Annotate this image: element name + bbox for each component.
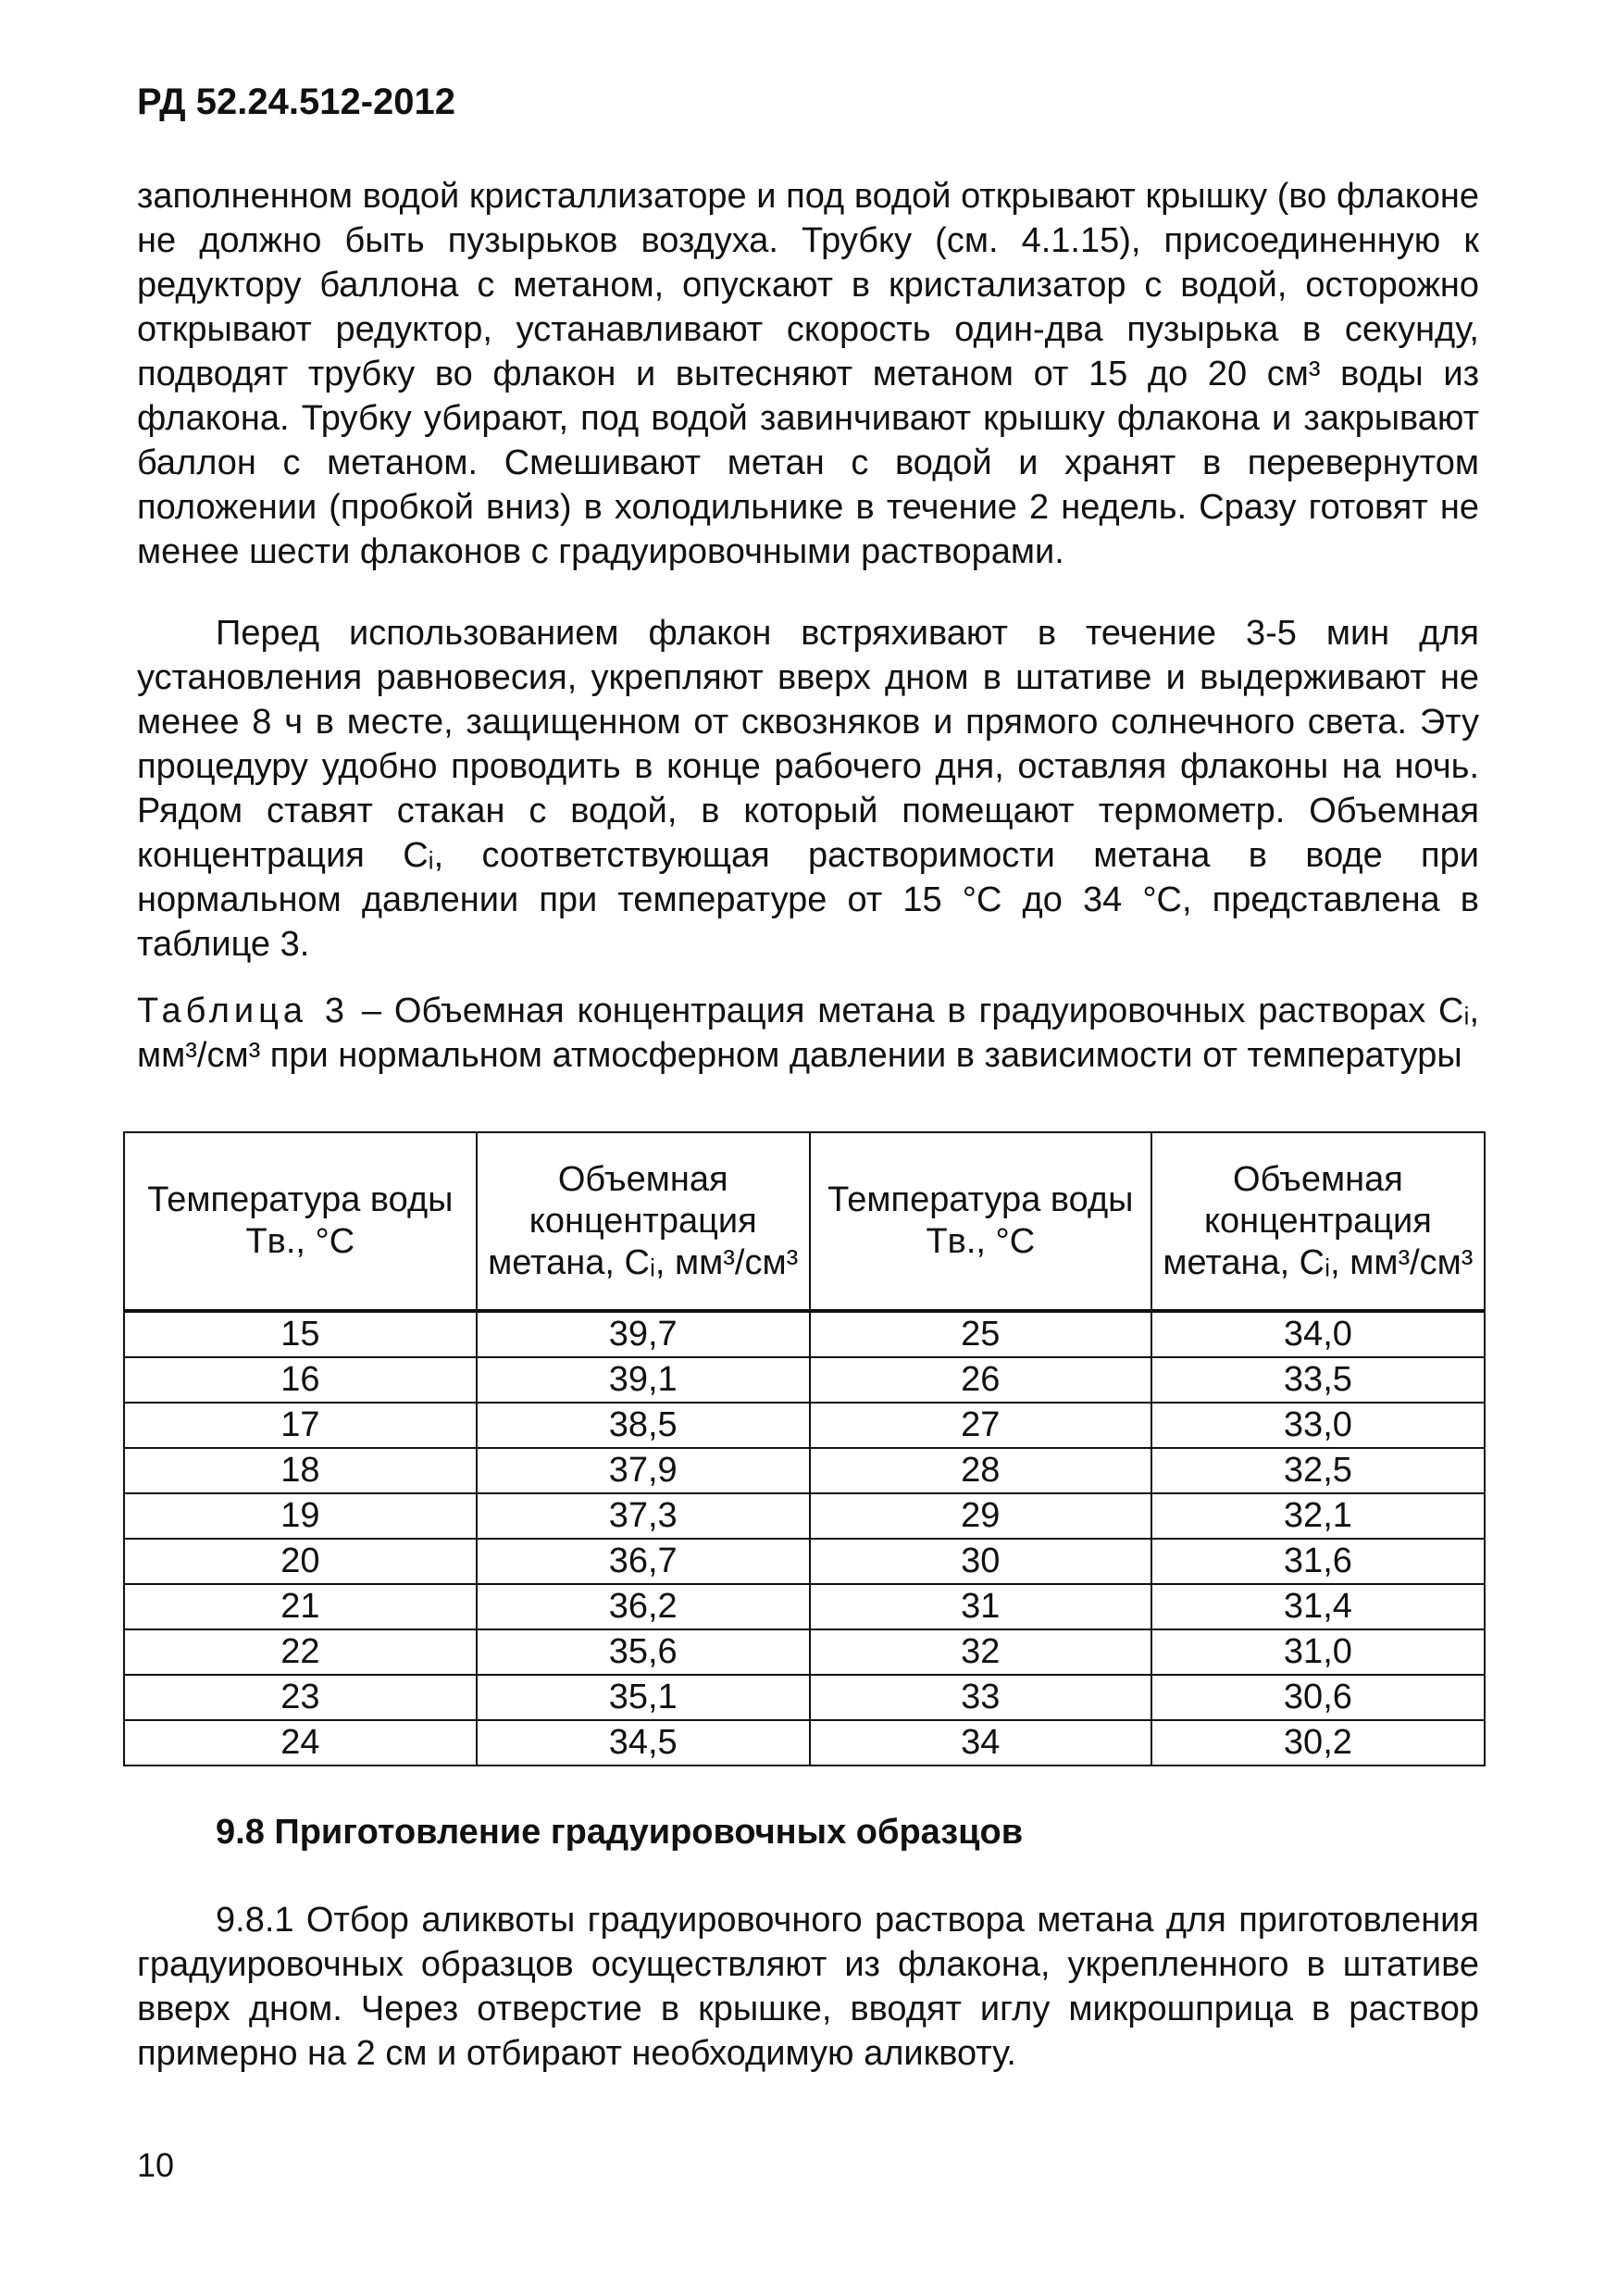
header-concentration-1: Объемная концентрация метана, Cᵢ, мм³/см³ <box>477 1132 810 1311</box>
paragraph-methane-filling: заполненном водой кристаллизаторе и под водой открывают крышку (во флаконе не должно быть пузырьков воздуха. Трубку (см. 4.1.15), присоединенную к редуктору баллона с метаном, опускают в кристализатор с водой, осторожно открывают редуктор, устанавливают скорость один-два пузырька в секунду, подводят трубку во флакон и вытесняют метаном от 15 до 20 см³ воды из флакона. Трубку убирают, под водой завинчивают крышку флакона и закрывают баллон с метаном. Смешивают метан с водой и хранят в перевернутом положении (пробкой вниз) в холодильнике в течение 2 недель. Сразу готовят не менее шести флаконов с градуировочными растворами. <box>137 177 1479 571</box>
cell-water-temp-2: 25 <box>810 1311 1151 1357</box>
header-water-temp-2: Температура воды Tв., °С <box>810 1132 1151 1311</box>
cell-water-temp-1: 17 <box>124 1403 477 1448</box>
cell-concentration-2: 33,5 <box>1151 1357 1485 1403</box>
page-number: 10 <box>137 2146 175 2184</box>
cell-concentration-2: 31,6 <box>1151 1539 1485 1584</box>
table-row <box>124 1448 1485 1493</box>
cell-water-temp-2: 33 <box>810 1675 1151 1720</box>
cell-concentration-2: 31,4 <box>1151 1584 1485 1629</box>
cell-water-temp-1: 23 <box>124 1675 477 1720</box>
table-row <box>124 1539 1485 1584</box>
table-caption-text: – Объемная концентрация метана в градуировочных растворах Cᵢ, мм³/см³ при нормальном атмосферном давлении в зависимости от температуры <box>137 992 1480 1075</box>
document-code: РД 52.24.512-2012 <box>137 81 456 122</box>
cell-water-temp-2: 29 <box>810 1493 1151 1539</box>
cell-water-temp-1: 24 <box>124 1720 477 1766</box>
cell-water-temp-2: 28 <box>810 1448 1151 1493</box>
cell-concentration-2: 34,0 <box>1151 1311 1485 1357</box>
table-header-row <box>124 1132 1485 1311</box>
header-water-temp-1: Температура воды Tв., °С <box>124 1132 477 1311</box>
cell-concentration-2: 32,5 <box>1151 1448 1485 1493</box>
table-body <box>124 1311 1485 1766</box>
cell-water-temp-1: 20 <box>124 1539 477 1584</box>
cell-concentration-1: 39,7 <box>477 1311 810 1357</box>
cell-water-temp-2: 34 <box>810 1720 1151 1766</box>
cell-concentration-1: 35,1 <box>477 1675 810 1720</box>
cell-concentration-1: 37,3 <box>477 1493 810 1539</box>
cell-concentration-2: 30,2 <box>1151 1720 1485 1766</box>
cell-concentration-1: 34,5 <box>477 1720 810 1766</box>
cell-water-temp-2: 26 <box>810 1357 1151 1403</box>
cell-water-temp-1: 22 <box>124 1629 477 1675</box>
cell-concentration-1: 37,9 <box>477 1448 810 1493</box>
cell-concentration-1: 38,5 <box>477 1403 810 1448</box>
cell-concentration-1: 39,1 <box>477 1357 810 1403</box>
cell-water-temp-1: 21 <box>124 1584 477 1629</box>
cell-water-temp-1: 19 <box>124 1493 477 1539</box>
cell-concentration-2: 32,1 <box>1151 1493 1485 1539</box>
cell-water-temp-2: 31 <box>810 1584 1151 1629</box>
cell-concentration-1: 36,7 <box>477 1539 810 1584</box>
paragraph-aliquot: 9.8.1 Отбор аликвоты градуировочного раствора метана для приготовления градуировочных образцов осуществляют из флакона, укрепленного в штативе вверх дном. Через отверстие в крышке, вводят иглу микрошприца в раствор примерно на 2 см и отбирают необходимую аликвоту. <box>137 1901 1479 2073</box>
cell-water-temp-2: 30 <box>810 1539 1151 1584</box>
cell-concentration-2: 31,0 <box>1151 1629 1485 1675</box>
section-title: 9.8 Приготовление градуировочных образцов <box>216 1813 1024 1852</box>
cell-water-temp-2: 32 <box>810 1629 1151 1675</box>
table-row <box>124 1629 1485 1675</box>
table-caption-label: Таблица 3 <box>137 992 350 1030</box>
table-row <box>124 1357 1485 1403</box>
table-row <box>124 1311 1485 1357</box>
cell-concentration-1: 36,2 <box>477 1584 810 1629</box>
cell-water-temp-1: 16 <box>124 1357 477 1403</box>
cell-concentration-2: 30,6 <box>1151 1675 1485 1720</box>
cell-concentration-1: 35,6 <box>477 1629 810 1675</box>
table-row <box>124 1675 1485 1720</box>
cell-concentration-2: 33,0 <box>1151 1403 1485 1448</box>
cell-water-temp-2: 27 <box>810 1403 1151 1448</box>
table-row <box>124 1720 1485 1766</box>
table-row <box>124 1493 1485 1539</box>
cell-water-temp-1: 18 <box>124 1448 477 1493</box>
paragraph-equilibration: Перед использованием флакон встряхивают в течение 3-5 мин для установления равновесия, укрепляют вверх дном в штативе и выдерживают не менее 8 ч в месте, защищенном от сквозняков и прямого солнечного света. Эту процедуру удобно проводить в конце рабочего дня, оставляя флаконы на ночь. Рядом ставят стакан с водой, в который помещают термометр. Объемная концентрация Cᵢ, соответствующая растворимости метана в воде при нормальном давлении при температуре от 15 °С до 34 °С, представлена в таблице 3. <box>137 614 1479 964</box>
header-concentration-2: Объемная концентрация метана, Cᵢ, мм³/см³ <box>1151 1132 1485 1311</box>
table-caption <box>137 989 1479 1078</box>
concentration-table <box>123 1131 1486 1766</box>
table-row <box>124 1584 1485 1629</box>
table-row <box>124 1403 1485 1448</box>
cell-water-temp-1: 15 <box>124 1311 477 1357</box>
